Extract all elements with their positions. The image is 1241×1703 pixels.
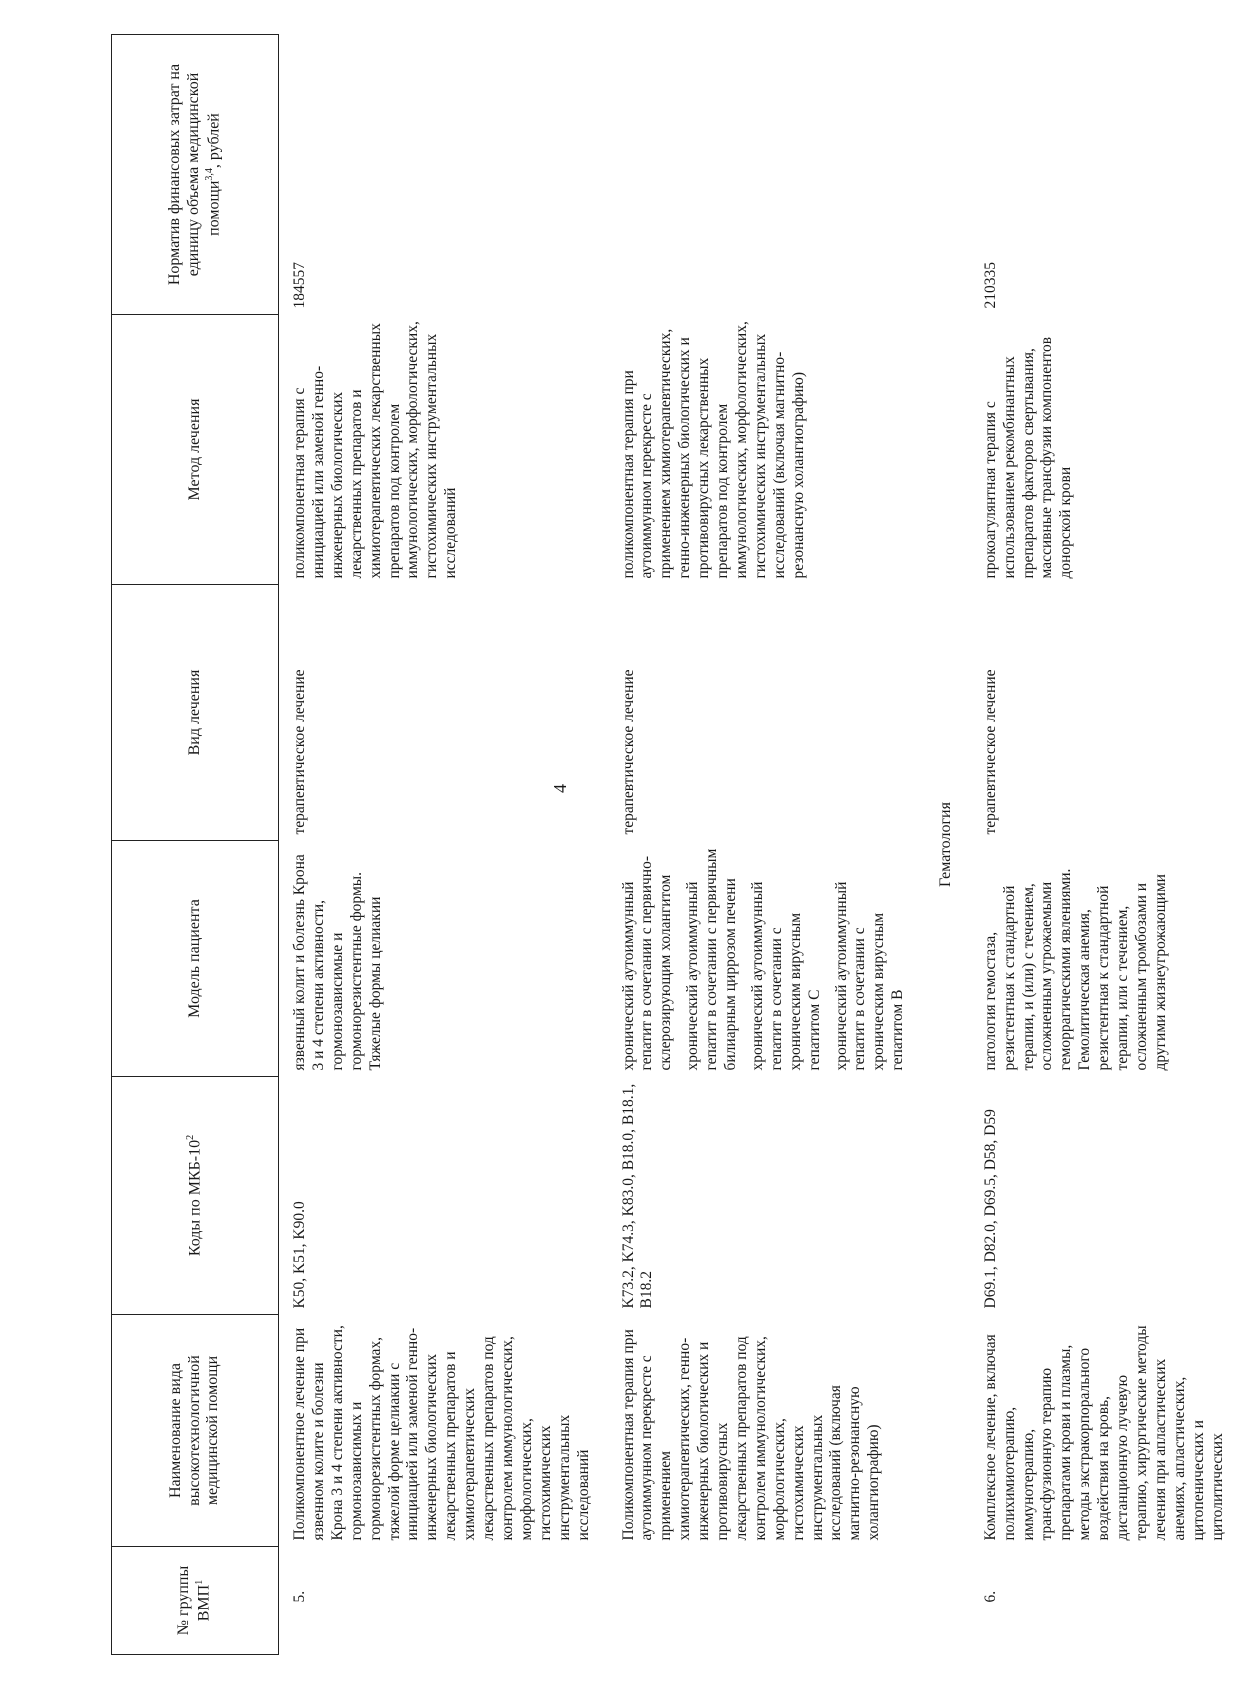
- model-item: хронический аутоиммунный гепатит в сочетании с хроническим вирусным гепатитом B: [832, 881, 907, 1071]
- row-num: 5.: [291, 1590, 308, 1603]
- header-model: Модель пациента: [112, 841, 279, 1077]
- header-type: Вид лечения: [112, 585, 279, 841]
- model-item: хронический аутоиммунный гепатит в сочетании с первичным билиарным циррозом печени: [684, 848, 740, 1071]
- model-item: хронический аутоиммунный гепатит в сочетании с первично-склерозирующим холангитом: [619, 855, 675, 1071]
- section-row: [922, 35, 970, 1655]
- header-codes: Коды по МКБ-$10^2$: [112, 1077, 279, 1315]
- row-codes: D69.1, D82.0, D69.5, D58, D59: [981, 1109, 999, 1309]
- vmp-table: [111, 34, 1241, 1655]
- header-method: Метод лечения: [112, 315, 279, 585]
- header-norm: Норматив финансовых затрат на единицу объема медицинской помощи$^{3,4}$, рублей: [112, 35, 279, 315]
- header-num: № группы ВМП$^1$: [112, 1547, 279, 1655]
- row-model: патология гемостаза, резистентная к стандартной терапии, и (или) с течением, осложненным угрожаемыми геморрагическими явлениями. Гемолитическая анемия, резистентная к стандартной терапии, или с течением, осложненным тромбозами и другими жизнеугрожающими: [981, 868, 1169, 1071]
- row-name: Комплексное лечение, включая полихимиотерапию, иммунотерапию, трансфузионную терапию препаратами крови и плазмы, методы экстракорпорального воздействия на кровь, дистанционную лучевую терапию, хирургические методы лечения при апластических анемиях, апластических, цитопенических и цитолитических: [981, 1325, 1226, 1541]
- rotated-table-container: [111, 35, 1226, 1655]
- row-method: прокоагулянтная терапия с использованием рекомбинантных препаратов факторов свертывания, массивные трансфузии компонентов донорской крови: [981, 336, 1075, 579]
- row-norm: [608, 35, 923, 315]
- row-type: терапевтическое лечение: [291, 669, 308, 835]
- table-row: [279, 35, 608, 1655]
- row-type: терапевтическое лечение: [981, 669, 999, 835]
- page-number: 4: [550, 784, 570, 793]
- row-type: терапевтическое лечение: [619, 669, 637, 835]
- table-row: [970, 35, 1241, 1655]
- row-num: 6.: [981, 1590, 999, 1603]
- row-name: Поликомпонентная терапия при аутоиммунном перекресте с применением химиотерапевтических, генно-инженерных биологических и противовирусных лекарственных препаратов под контролем иммунологических, морфологических, гистохимических инструментальных исследований (включая магнитно-резонансную холангиографию): [619, 1329, 883, 1541]
- row-codes: K73.2, K74.3, K83.0, B18.0, B18.1, B18.2: [619, 1083, 656, 1309]
- row-name: Поликомпонентное лечение при язвенном колите и болезни Крона 3 и 4 степени активности, гормонозависимых и гормонорезистентных формах, тяжелой форме целиакии с инициацией или заменой генно-инженерных биологических лекарственных препаратов и химиотерапевтических лекарственных препаратов под контролем иммунологических, морфологических, гистохимических инструментальных исследований: [291, 1325, 592, 1541]
- row-num: [608, 1547, 923, 1655]
- table-header-row: [112, 35, 279, 1655]
- row-method: поликомпонентная терапия при аутоиммунном перекресте с применением химиотерапевтических, генно-инженерных биологических и противовирусных лекарственных препаратов под контролем иммунологических, морфологических, гистохимических инструментальных исследований (включая магнитно-резонансную холангиографию): [619, 321, 807, 579]
- row-method: поликомпонентная терапия с инициацией или заменой генно-инженерных биологических лекарственных препаратов и химиотерапевтических лекарственных препаратов под контролем иммунологических, морфологических, гистохимических инструментальных исследований: [291, 321, 460, 579]
- header-name: Наименование вида высокотехнологичной медицинской помощи: [112, 1315, 279, 1547]
- table-row: [608, 35, 923, 1655]
- row-norm: 210335: [981, 262, 999, 309]
- model-item: хронический аутоиммунный гепатит в сочетании с хроническим вирусным гепатитом C: [748, 881, 823, 1071]
- row-codes: K50, K51, K90.0: [291, 1201, 308, 1309]
- section-title: Гематология: [937, 802, 955, 887]
- row-model: [608, 841, 923, 1077]
- row-model: язвенный колит и болезнь Крона 3 и 4 степени активности, гормонозависимые и гормонорезистентные формы. Тяжелые формы целиакии: [291, 854, 384, 1071]
- row-norm: 184557: [291, 262, 308, 309]
